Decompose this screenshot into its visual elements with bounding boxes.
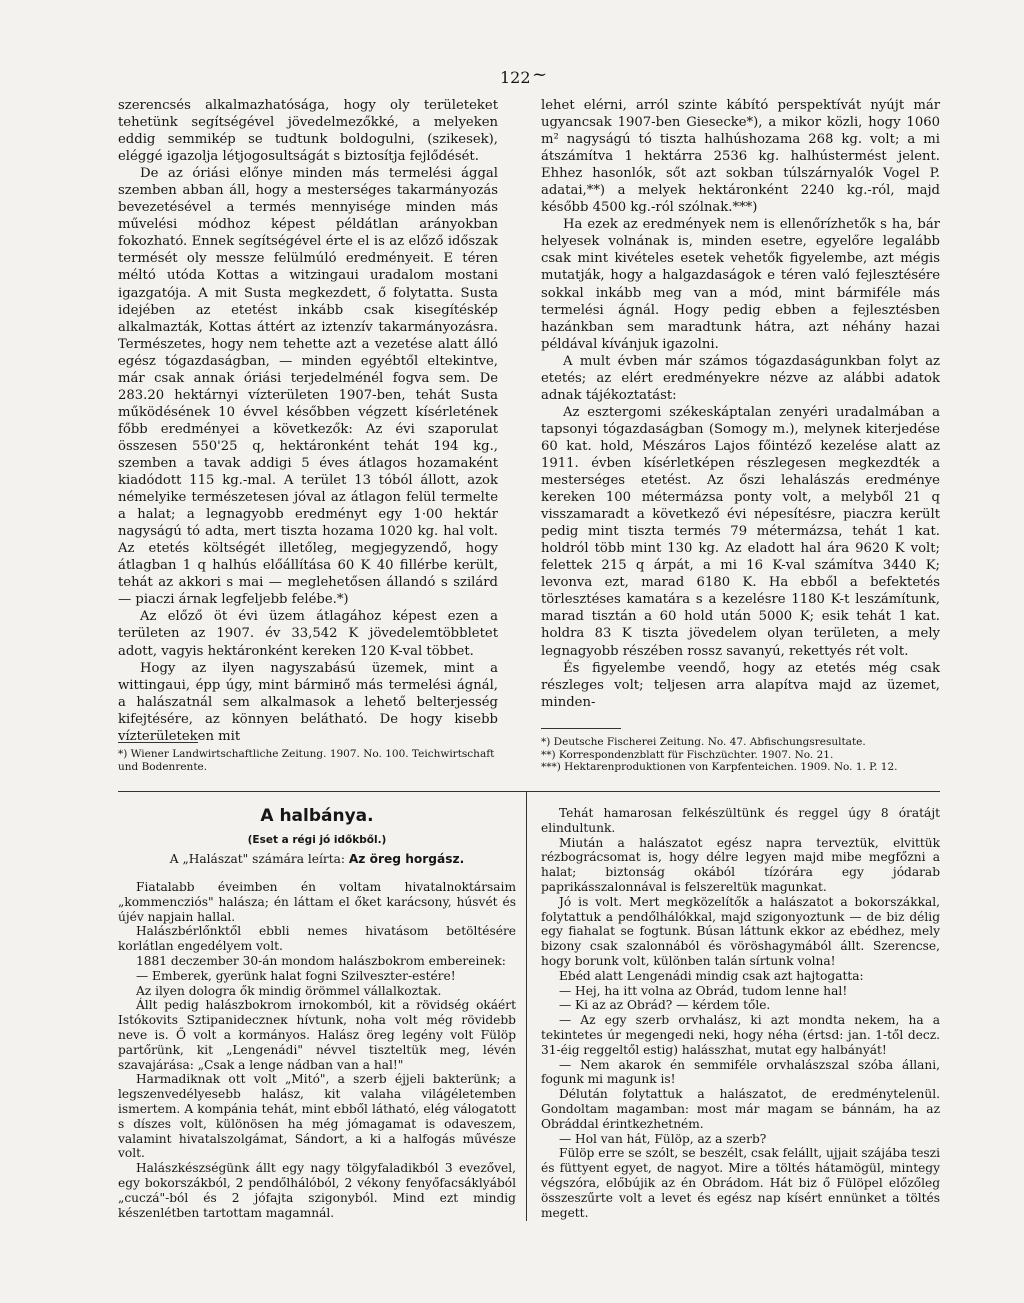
- article1-right-column: [541, 97, 940, 711]
- article2-left-paragraph: Fiatalabb éveimben én voltam hivatalnoktársaim „kommencziós" halásza; én láttam el őket karácsony, húsvét és újév napjain hallal.: [118, 880, 516, 924]
- byline-prefix: A „Halászat" számára leírta:: [169, 852, 345, 866]
- article1-left-footnote: [118, 748, 498, 773]
- article1-right-paragraph: lehet elérni, arról szinte kábító perspektívát nyújt már ugyancsak 1907-ben Giesecke*), a mikor közli, hogy 1060 m² nagyságú tó tiszta halhúshozama 268 kg. volt; a mi átszámítva 1 hektárra 2536 kg. halhústermést jelent. Ehhez hasonlók, sőt azt sokban túlszárnyalók Vogel P. adatai,**) a melyek hektáronként 2240 kg.-ról, majd később 4500 kg.-ról szólnak.***): [541, 98, 940, 216]
- article2-right-column: [541, 806, 940, 1220]
- article2-title: A halbánya.: [260, 806, 374, 826]
- article2-right-paragraph: Jó is volt. Mert megközelítők a halászatot a bokorszákkal, folytattuk a pendőlhálókkal, majd szigonyoztunk — de biz délig egy fiahalat se fogtunk. Búsan láttunk ekkor az ebédhez, mely bizony csak szalonnából és vöröshagymából állt. Szerencse, hogy borunk volt, különben talán sírtunk volna!: [541, 894, 940, 968]
- article1-right-paragraph: És figyelembe veendő, hogy az etetés még csak részleges volt; teljesen arra alapítva majd az üzemet, minden-: [541, 660, 940, 710]
- article2-right-paragraph: — Hej, ha itt volna az Obrád, tudom lenne hal!: [559, 983, 848, 998]
- article2-left-paragraph: Halászkészségünk állt egy nagy tölgyfaladikból 3 evezővel, egy bokorszákból, 2 pendőlhálóból, 2 vékony fenyőfacsáklyából „cuczá"-ból és 2 jófajta szigonyból. Mind ezt mindig készenlétben tartottam magamnál.: [118, 1161, 516, 1220]
- column-divider: [526, 791, 527, 1221]
- article1-left-paragraph: Az előző öt évi üzem átlagához képest ezen a területen az 1907. év 33,542 K jövedelemtöbbletet adott, vagyis hektáronként kereken 120 K-val többet.: [118, 609, 498, 659]
- article2-left-paragraph: Harmadiknak ott volt „Mitó", a szerb éjjeli bakterünk; a legszenvedélyesebb halász, kit valaha világéletemben ismertem. A kompánia tehát, mint ebből látható, elég válogatott s díszes volt, különösen ha még jómagamat is odaveszem, valamint hivatalszolgámat, Sándort, a ki a halfogás művésze volt.: [118, 1072, 516, 1161]
- article2-subtitle: (Eset a régi jó időkből.): [247, 834, 387, 846]
- section-divider: [118, 791, 940, 792]
- article2-right-paragraph: Délután folytattuk a halászatot, de eredménytelenül. Gondoltam magamban: most már magam se bánnám, ha az Obráddal érintkezhetném.: [541, 1087, 940, 1131]
- article2-left-paragraph: — Emberek, gyerünk halat fogni Szilveszter-estére!: [136, 968, 456, 983]
- article2-left-paragraph: Az ilyen dologra ők mindig örömmel vállalkoztak.: [136, 983, 442, 998]
- article1-right-paragraph: Ha ezek az eredmények nem is ellenőrízhetők s ha, bár helyesek volnának is, minden esetre, egyelőre legalább csak mint kivételes esetek vehetők figyelembe, azt mégis mutatják, hogy a halgazdaságok e téren való fejlesztésére sokkal inkább meg van a mód, mint bármiféle más termelési ágnál. Hogy pedig ebben a fejlesztésben hazánkban sem maradtunk hátra, azt néhány hazai példával kívánjuk igazolni.: [541, 217, 940, 352]
- article1-left-paragraph: szerencsés alkalmazhatósága, hogy oly területeket tehetünk segítségével jövedelmezőkké, a melyeken eddig semmikép se tudtunk boldogulni, (szikesek), eléggé igazolja létjogosultságát s biztosítja fejlődését.: [118, 98, 498, 165]
- article2-right-paragraph: — Nem akarok én semmiféle orvhalászszal szóba állani, fogunk mi magunk is!: [541, 1057, 940, 1087]
- article1-right-paragraph: Az esztergomi székeskáptalan zenyéri uradalmában a tapsonyi tógazdaságban (Somogy m.), melynek kiterjedése 60 kat. hold, Mészáros Lajos főintéző kezelése alatt az 1911. évben kísérletképen részlegesen megkezdték a mesterséges etetést. Az őszi lehalászás eredménye kereken 100 métermázsa ponty volt, a melyből 21 q visszamaradt a következő évi népesítésre, piaczra került pedig mint tiszta termés 79 métermázsa, tehát 1 kat. holdról több mint 130 kg. Az eladott hal ára 9620 K volt; felettek 215 q árpát, a mi 16 K-val számítva 3440 K; levonva ezt, marad 6180 K. Ha ebből a befektetés törlesztéses kamatára s a kezelésre 1180 K-t leszámítunk, marad tisztán a 60 hold után 5000 K; esik tehát 1 kat. holdra 83 K tiszta jövedelem olyan területen, a mely legnagyobb részében rossz savanyú, rekettyés rét volt.: [541, 404, 940, 659]
- article2-left-column: [118, 880, 516, 1220]
- footnote-rule: [541, 728, 621, 729]
- article2-byline: [118, 852, 516, 866]
- footnote-rule: [118, 742, 198, 743]
- article1-left-paragraph: De az óriási előnye minden más termelési ággal szemben abban áll, hogy a mesterséges takarmányozás bevezetésével a termés mennyisége minden más művelési módhoz képest példátlan arányokban fokozható. Ennek segítségével érte el is az előző időszak termését oly messze felülmúló eredményeit. E téren méltó utóda Kottas a witzingaui uradalom mostani igazgatója. A mit Susta megkezdett, ő folytatta. Susta idejében az etetést inkább csak kisegítéskép alkalmazták, Kottas áttért az iztenzív takarmányozásra. Természetes, hogy nem tehette azt a vezetése alatt álló egész tógazdaságban, — minden egyébtől eltekintve, már csak annak óriási terjedelménél fogva sem. De 283.20 hektárnyi vízterületen 1907-ben, tehát Susta működésének 10 évvel későbben végzett kísérletének főbb eredményei a következők: Az évi szaporulat összesen 550'25 q, hektáronként tehát 194 kg., szemben a tavak addigi 5 éves átlagos hozamaként kiadódott 115 kg.-mal. A terület 13 tóból állott, azok némelyike természetesen jóval az átlagon felül termelte a halat; a legnagyobb eredményt egy 1·00 hektár nagyságú tó adta, mert tiszta hozama 1020 kg. hal volt. Az etetés költségét illetőleg, megjegyzendő, hogy átlagban 1 q halhús előállítása 60 K 40 fillérbe került, tehát az akkori s mai — meglehetősen állandó s szilárd — piaczi árnak legfeljebb felébe.*): [118, 166, 498, 608]
- article1-left-column: [118, 97, 498, 745]
- page-ornament: ~: [532, 64, 548, 85]
- article2-right-paragraph: — Ki az az Obrád? — kérdem tőle.: [559, 998, 771, 1013]
- article2-right-paragraph: Miután a halászatot egész napra terveztük, elvittük rézbográcsomat is, hogy délre legyen majd mibe megfőzni a halat; biztonság okából tízórára egy jódarab paprikásszalonnával is felszereltük magunkat.: [541, 835, 940, 894]
- article2-right-paragraph: Fülöp erre se szólt, se beszélt, csak felállt, ujjait szájába teszi és füttyent egyet, de nagyot. Mire a töltés hátamögül, mintegy végszóra, előbújik az én Obrádom. Hát biz ő Fülöpel előzőleg összeszűrte volt a levet és egész nap kísért ennünket a töltés megett.: [541, 1146, 940, 1220]
- footnote-text: ***) Hektarenproduktionen von Karpfenteichen. 1909. No. 1. P. 12.: [541, 761, 898, 774]
- byline-author: Az öreg horgász.: [348, 852, 465, 866]
- footnote-text: *) Wiener Landwirtschaftliche Zeitung. 1907. No. 100. Teichwirtschaft und Bodenrente.: [118, 748, 495, 773]
- article1-right-paragraph: A mult évben már számos tógazdaságunkban folyt az etetés; az elért eredményekre nézve az alábbi adatok adnak tájékoztatást:: [541, 353, 940, 403]
- article2-right-paragraph: — Az egy szerb orvhalász, ki azt mondta nekem, ha a tekintetes úr megengedi neki, hogy néha (értsd: jan. 1-től decz. 31-éig reggeltől estig) halásszhat, mutat egy halbányát!: [541, 1013, 940, 1057]
- footnote-text: *) Deutsche Fischerei Zeitung. No. 47. Abfischungsresultate.: [541, 736, 866, 748]
- article2-right-paragraph: — Hol van hát, Fülöp, az a szerb?: [559, 1131, 767, 1146]
- article2-right-paragraph: Ebéd alatt Lengenádi mindig csak azt hajtogatta:: [559, 968, 864, 983]
- article1-right-footnotes: [541, 736, 940, 774]
- page-number: 122: [500, 68, 531, 87]
- article2-left-paragraph: Állt pedig halászbokrom irnokomból, kit a rövidség okáért Istókovits Sztipanideczneк hívtunk, noha volt még rövidebb neve is. Ő volt a kormányos. Halász öreg legény volt Fülöp partőrünk, kit „Lengenádi" névvel tiszteltük meg, lévén szavajárása: „Csak a lenge nádban van a hal!": [118, 998, 516, 1072]
- footnote-text: **) Korrespondenzblatt für Fischzüchter. 1907. No. 21.: [541, 748, 834, 761]
- article1-left-paragraph: Hogy az ilyen nagyszabású üzemek, mint a wittingaui, épp úgy, mint bármінő más termelési ágnál, a halászatnál sem alkalmasok a lehető belterjesség kifejtésére, az könnyen belátható. De hogy kisebb vízterületeken mit: [118, 660, 498, 744]
- article2-left-paragraph: 1881 deczember 30-án mondom halászbokrom embereinek:: [136, 953, 506, 968]
- article2-right-paragraph: Tehát hamarosan felkészültünk és reggel úgy 8 óratájt elindultunk.: [541, 806, 940, 835]
- article2-left-paragraph: Halászbérlőnktől ebbli nemes hivatásom betöltésére korlátlan engedélyem volt.: [118, 924, 516, 954]
